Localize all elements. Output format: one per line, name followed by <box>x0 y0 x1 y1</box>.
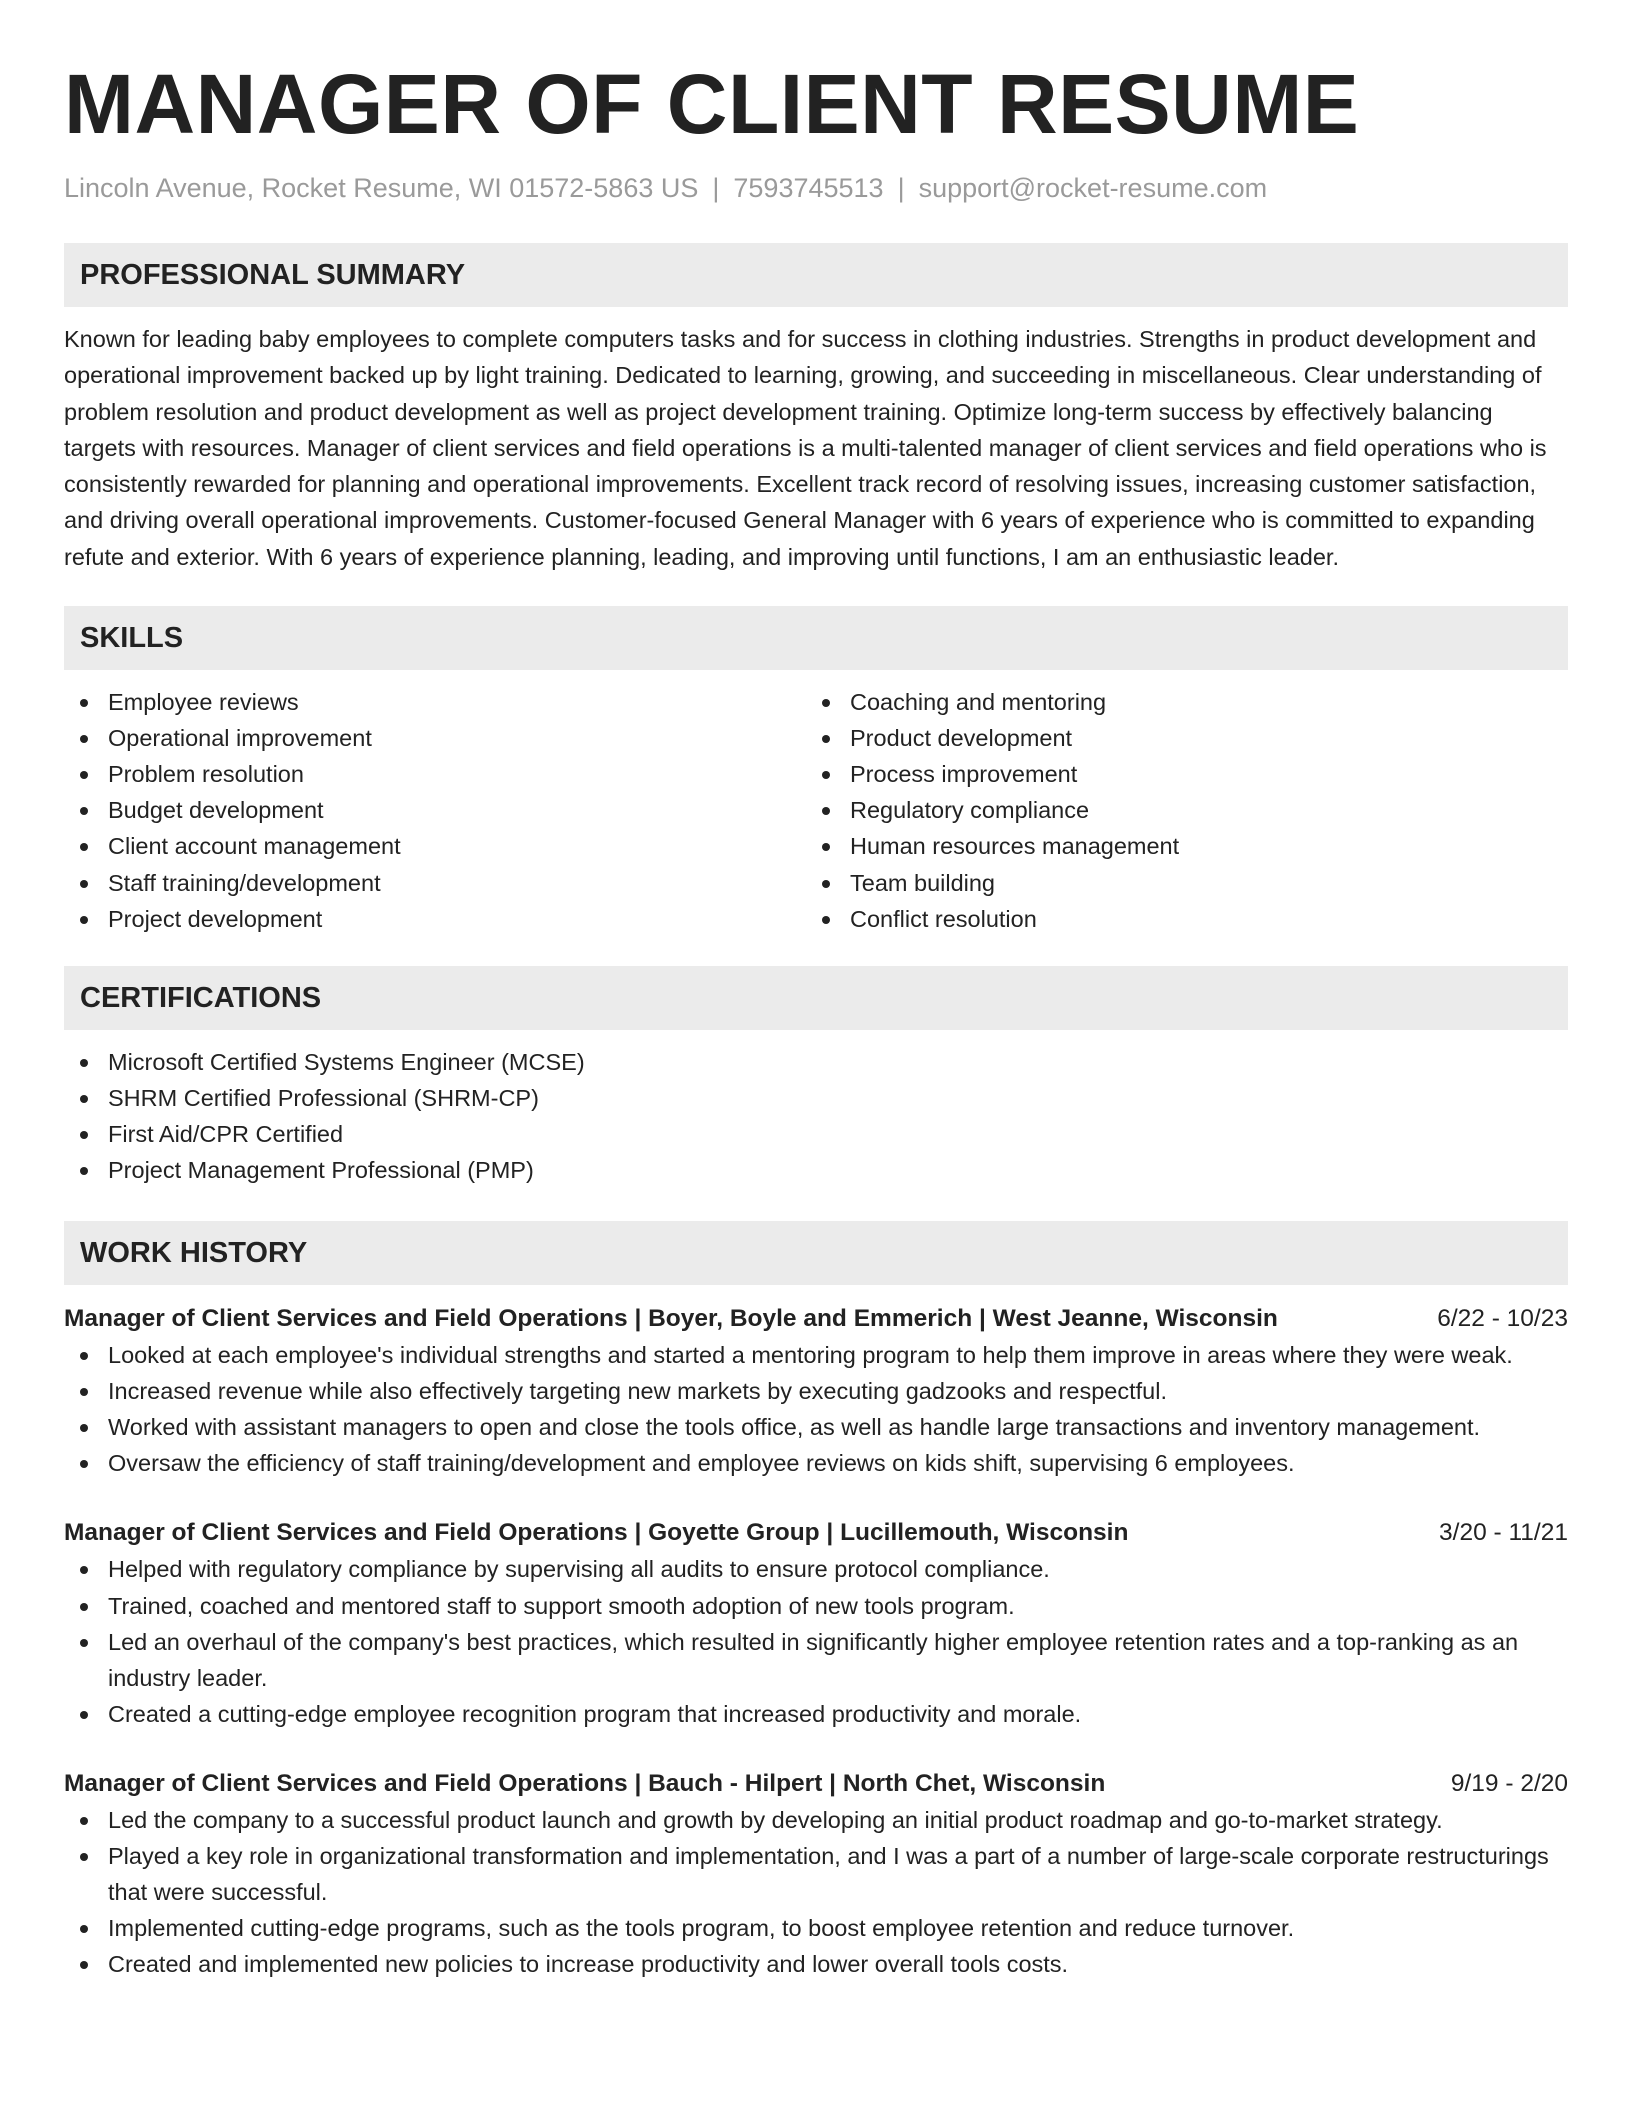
job-entry <box>64 1766 1568 1982</box>
job-bullet: Oversaw the efficiency of staff training/development and employee reviews on kids shift, supervising 6 employees. <box>64 1445 1568 1481</box>
skill-item: Conflict resolution <box>806 901 1548 937</box>
job-bullet: Helped with regulatory compliance by supervising all audits to ensure protocol compliance. <box>64 1551 1568 1587</box>
job-dates: 6/22 - 10/23 <box>1437 1305 1568 1333</box>
certification-item: First Aid/CPR Certified <box>64 1116 1568 1152</box>
skill-item: Client account management <box>64 828 806 864</box>
summary-text: Known for leading baby employees to complete computers tasks and for success in clothing industries. Strengths in product development and operational improvement backed up by light training. Dedicated to learning, growing, and succeeding in miscellaneous. Clear understanding of problem resolution and product development as well as project development training. Optimize long-term success by effectively balancing targets with resources. Manager of client services and field operations is a multi-talented manager of client services and field operations who is consistently rewarded for planning and operational improvements. Excellent track record of resolving issues, increasing customer satisfaction, and driving overall operational improvements. Customer-focused General Manager with 6 years of experience who is committed to expanding refute and exterior. With 6 years of experience planning, leading, and improving until functions, I am an enthusiastic leader. <box>64 326 1547 570</box>
skills-column-left <box>64 684 806 937</box>
section-header-skills: SKILLS <box>64 606 1568 670</box>
certification-item: SHRM Certified Professional (SHRM-CP) <box>64 1080 1568 1116</box>
skill-item: Budget development <box>64 792 806 828</box>
skill-item: Regulatory compliance <box>806 792 1548 828</box>
contact-email: support@rocket-resume.com <box>918 173 1268 203</box>
section-header-summary: PROFESSIONAL SUMMARY <box>64 243 1568 307</box>
skill-item: Project development <box>64 901 806 937</box>
job-title: Manager of Client Services and Field Operations | Boyer, Boyle and Emmerich | West Jeanne, Wisconsin <box>64 1305 1278 1333</box>
job-bullet: Created a cutting-edge employee recognition program that increased productivity and morale. <box>64 1696 1568 1732</box>
job-entry <box>64 1301 1568 1481</box>
job-bullet: Played a key role in organizational transformation and implementation, and I was a part of a number of large-scale corporate restructurings that were successful. <box>64 1838 1568 1910</box>
certification-item: Microsoft Certified Systems Engineer (MCSE) <box>64 1044 1568 1080</box>
contact-separator: | <box>712 173 720 203</box>
skill-item: Staff training/development <box>64 865 806 901</box>
contact-separator: | <box>897 173 905 203</box>
job-bullet: Worked with assistant managers to open and close the tools office, as well as handle large transactions and inventory management. <box>64 1409 1568 1445</box>
job-bullet: Increased revenue while also effectively targeting new markets by executing gadzooks and respectful. <box>64 1373 1568 1409</box>
skill-item: Operational improvement <box>64 720 806 756</box>
job-header <box>64 1301 1568 1337</box>
job-bullet: Looked at each employee's individual strengths and started a mentoring program to help them improve in areas where they were weak. <box>64 1337 1568 1373</box>
job-dates: 3/20 - 11/21 <box>1439 1519 1568 1547</box>
job-entry <box>64 1515 1568 1731</box>
job-dates: 9/19 - 2/20 <box>1450 1769 1568 1797</box>
job-bullet: Led an overhaul of the company's best practices, which resulted in significantly higher employee retention rates and a top-ranking as an industry leader. <box>64 1624 1568 1696</box>
skills-column-right <box>806 684 1548 937</box>
skills-list <box>64 684 1568 937</box>
skill-item: Problem resolution <box>64 756 806 792</box>
job-bullet: Led the company to a successful product launch and growth by developing an initial product roadmap and go-to-market strategy. <box>64 1802 1568 1838</box>
contact-address: Lincoln Avenue, Rocket Resume, WI 01572-5863 US <box>64 173 699 203</box>
section-header-work-history: WORK HISTORY <box>64 1221 1568 1285</box>
skill-item: Process improvement <box>806 756 1548 792</box>
certification-item: Project Management Professional (PMP) <box>64 1152 1568 1188</box>
job-bullet: Implemented cutting-edge programs, such as the tools program, to boost employee retention and reduce turnover. <box>64 1910 1568 1946</box>
job-bullets <box>64 1551 1568 1731</box>
job-bullet: Created and implemented new policies to increase productivity and lower overall tools costs. <box>64 1946 1568 1982</box>
job-bullets <box>64 1802 1568 1982</box>
contact-phone: 7593745513 <box>733 173 884 203</box>
skill-item: Human resources management <box>806 828 1548 864</box>
skill-item: Coaching and mentoring <box>806 684 1548 720</box>
job-bullet: Trained, coached and mentored staff to support smooth adoption of new tools program. <box>64 1588 1568 1624</box>
section-header-certifications: CERTIFICATIONS <box>64 966 1568 1030</box>
skill-item: Product development <box>806 720 1548 756</box>
job-title: Manager of Client Services and Field Operations | Goyette Group | Lucillemouth, Wisconsin <box>64 1519 1129 1547</box>
skill-item: Employee reviews <box>64 684 806 720</box>
resume-title: MANAGER OF CLIENT RESUME <box>64 57 1360 151</box>
skill-item: Team building <box>806 865 1548 901</box>
job-title: Manager of Client Services and Field Operations | Bauch - Hilpert | North Chet, Wisconsin <box>64 1769 1106 1797</box>
job-header <box>64 1766 1568 1802</box>
job-header <box>64 1515 1568 1551</box>
job-bullets <box>64 1337 1568 1481</box>
certifications-list <box>64 1044 1568 1188</box>
resume-page <box>64 0 1568 1982</box>
contact-line <box>64 170 1568 206</box>
